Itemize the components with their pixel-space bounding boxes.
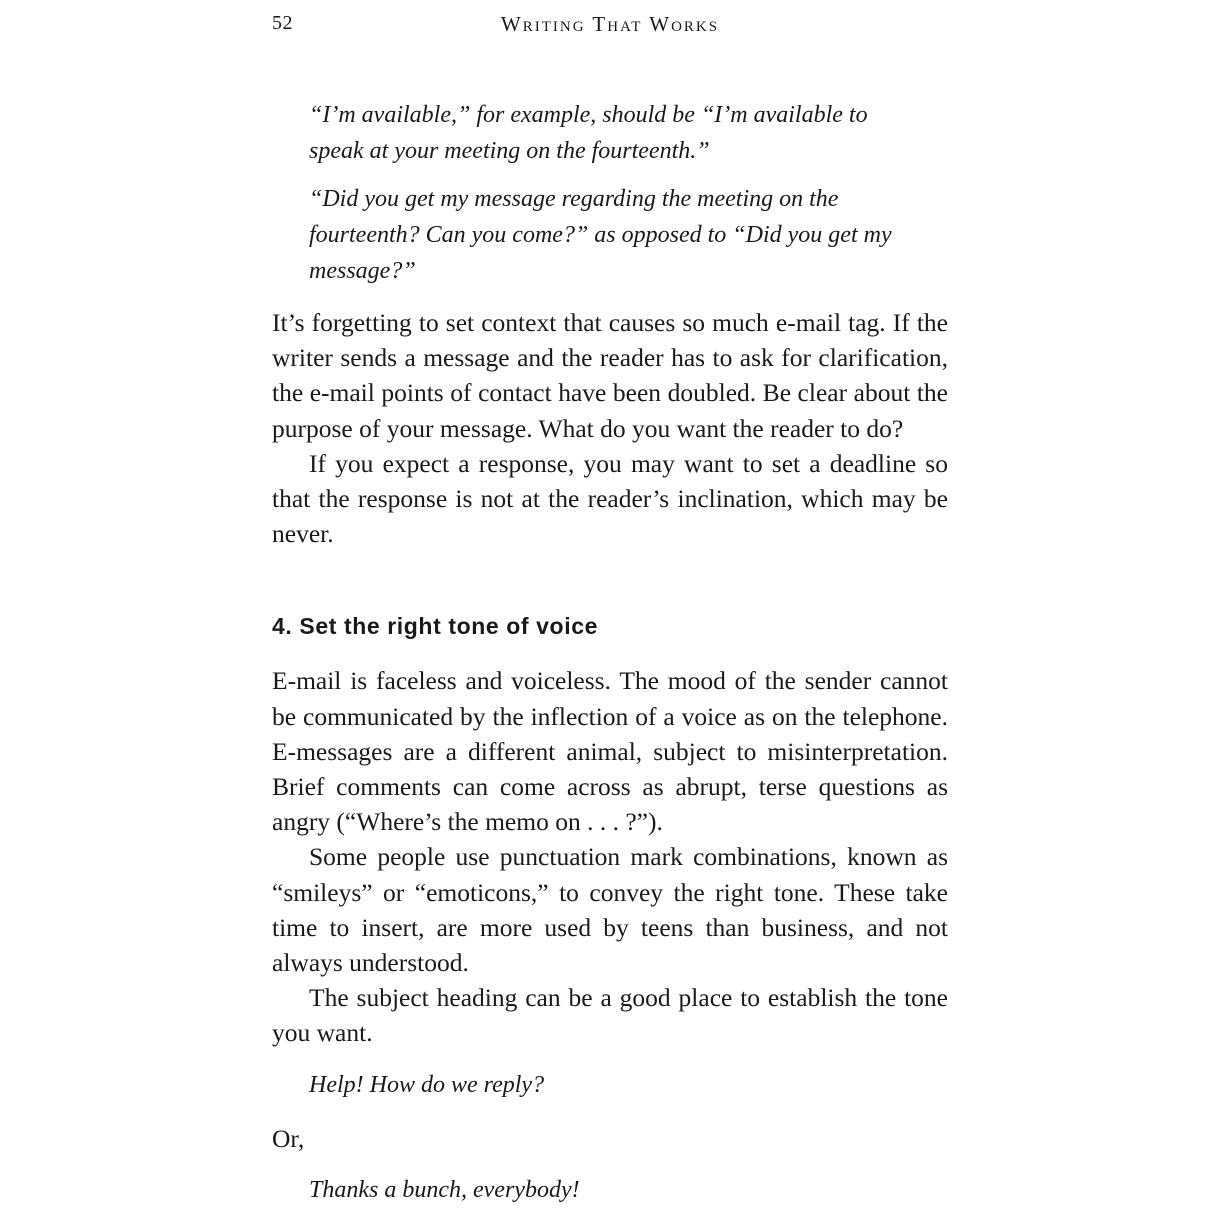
example-thanks: Thanks a bunch, everybody! — [309, 1176, 580, 1203]
section-heading: 4. Set the right tone of voice — [272, 613, 598, 640]
running-head — [272, 12, 948, 42]
paragraph-subject-heading: The subject heading can be a good place to establish the tone you want. — [272, 983, 948, 1048]
example-quote-message: “Did you get my message regarding the meeting on the fourteenth? Can you come?” as opposed to “Did you get my message?” — [309, 186, 892, 284]
page-number: 52 — [272, 12, 293, 34]
paragraph-context: It’s forgetting to set context that causes so much e-mail tag. If the writer sends a message and the reader has to ask for clarification, the e-mail points of contact have been doubled. Be clear about the purpose of your message. What do you want the reader to do? — [272, 308, 948, 443]
or-text: Or, — [272, 1123, 305, 1153]
paragraph-deadline: If you expect a response, you may want to set a deadline so that the response is not at the reader’s inclination, which may be never. — [272, 448, 948, 549]
book-page — [272, 0, 948, 1219]
paragraph-faceless: E-mail is faceless and voiceless. The mood of the sender cannot be communicated by the inflection of a voice as on the telephone. E-messages are a different animal, subject to misinterpretation. Brief comments can come across as abrupt, terse questions as angry (“Where’s the memo on . . . ?”). — [272, 666, 948, 837]
example-help: Help! How do we reply? — [309, 1071, 545, 1098]
page-content — [272, 97, 948, 1208]
running-title: Writing That Works — [500, 12, 720, 36]
paragraph-smileys: Some people use punctuation mark combinations, known as “smileys” or “emoticons,” to convey the right tone. These take time to insert, are more used by teens than business, and not always understood. — [272, 842, 948, 978]
example-quote-available: “I’m available,” for example, should be “I’m available to speak at your meeting on the fourteenth.” — [309, 102, 868, 164]
